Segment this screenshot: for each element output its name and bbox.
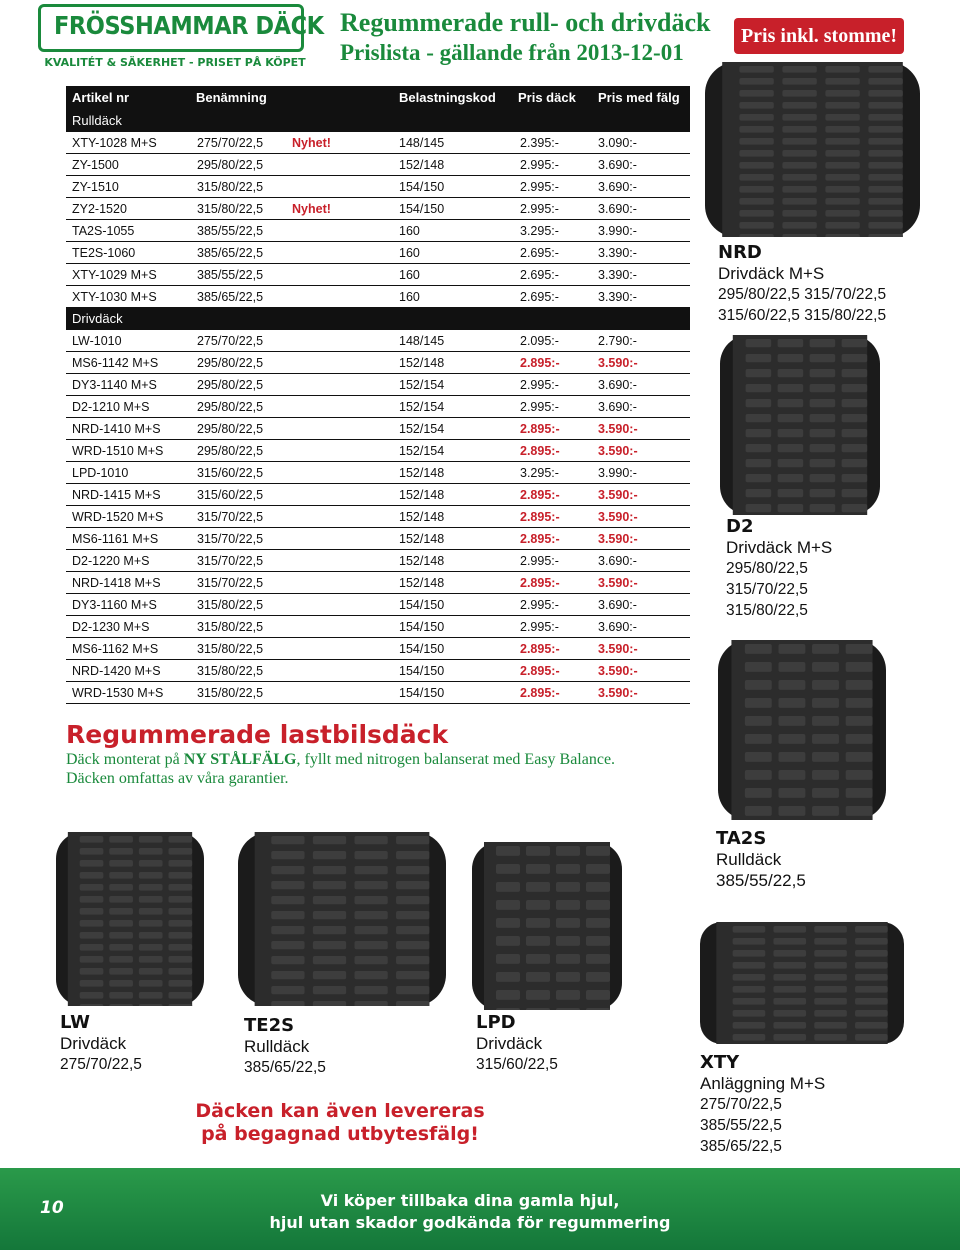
d2-size: 315/80/22,5	[726, 602, 808, 619]
cell-belastningskod: 154/150	[399, 202, 445, 216]
table-row	[66, 242, 690, 264]
page-number: 10	[40, 1198, 64, 1218]
cell-benamning: 315/70/22,5	[197, 532, 264, 546]
tire-illustration	[238, 832, 446, 1006]
cell-artikel: MS6-1142 M+S	[72, 356, 159, 370]
table-row	[66, 198, 690, 220]
cell-belastningskod: 152/148	[399, 510, 445, 524]
table-row	[66, 462, 690, 484]
cell-artikel: ZY-1500	[72, 158, 119, 172]
table-row	[66, 176, 690, 198]
regummerade-heading: Regummerade lastbilsdäck	[66, 720, 449, 749]
table-row	[66, 594, 690, 616]
cell-belastningskod: 152/148	[399, 576, 445, 590]
ta2s-tire-image	[718, 640, 886, 820]
cell-belastningskod: 154/150	[399, 180, 445, 194]
cell-pris-falg: 3.590:-	[598, 686, 638, 700]
cell-belastningskod: 152/148	[399, 532, 445, 546]
cell-artikel: ZY-1510	[72, 180, 119, 194]
cell-pris-falg: 3.590:-	[598, 664, 638, 678]
cell-pris-dack: 2.895:-	[520, 488, 560, 502]
cell-belastningskod: 152/148	[399, 356, 445, 370]
cell-pris-dack: 2.995:-	[520, 202, 559, 216]
table-row	[66, 440, 690, 462]
cell-benamning: 315/60/22,5	[197, 466, 264, 480]
cell-pris-dack: 2.895:-	[520, 356, 560, 370]
tire-illustration	[472, 842, 622, 1010]
cell-benamning: 295/80/22,5	[197, 444, 264, 458]
lw-type: Drivdäck	[60, 1034, 127, 1053]
xty-tire-image	[700, 922, 904, 1044]
table-section-header: Drivdäck	[66, 308, 690, 330]
table-row	[66, 572, 690, 594]
footer-text	[240, 1190, 700, 1234]
cell-benamning: 315/80/22,5	[197, 202, 264, 216]
reg-line1-post: , fyllt med nitrogen balanserat med Easy Balance.	[296, 751, 616, 768]
cell-pris-falg: 3.690:-	[598, 180, 637, 194]
cell-artikel: NRD-1410 M+S	[72, 422, 161, 436]
cell-belastningskod: 154/150	[399, 686, 445, 700]
footer-line2: hjul utan skador godkända för regummering	[269, 1213, 671, 1232]
table-row	[66, 484, 690, 506]
cell-pris-falg: 2.790:-	[598, 334, 637, 348]
lpd-name: LPD	[476, 1012, 516, 1033]
table-row	[66, 220, 690, 242]
cell-belastningskod: 154/150	[399, 664, 445, 678]
cell-artikel: NRD-1420 M+S	[72, 664, 161, 678]
cell-benamning: 295/80/22,5	[197, 356, 264, 370]
table-row	[66, 528, 690, 550]
cell-benamning: 275/70/22,5	[197, 334, 264, 348]
page-title: Regummerade rull- och drivdäck	[340, 8, 711, 37]
cell-pris-falg: 3.690:-	[598, 620, 637, 634]
cell-pris-dack: 2.995:-	[520, 598, 559, 612]
ta2s-label	[716, 828, 806, 891]
tire-illustration	[700, 922, 904, 1044]
xty-size: 385/55/22,5	[700, 1117, 782, 1134]
tire-illustration	[705, 62, 920, 237]
cell-benamning: 315/80/22,5	[197, 664, 264, 678]
cell-belastningskod: 152/148	[399, 466, 445, 480]
cell-pris-dack: 2.095:-	[520, 334, 559, 348]
cell-benamning: 315/80/22,5	[197, 598, 264, 612]
col-pris-dack: Pris däck	[518, 90, 576, 105]
cell-benamning: 315/80/22,5	[197, 686, 264, 700]
cell-pris-falg: 3.690:-	[598, 598, 637, 612]
cell-pris-falg: 3.690:-	[598, 554, 637, 568]
cell-pris-dack: 2.895:-	[520, 422, 560, 436]
cell-belastningskod: 160	[399, 246, 420, 260]
te2s-name: TE2S	[244, 1015, 295, 1036]
cell-pris-dack: 2.395:-	[520, 136, 559, 150]
d2-type: Drivdäck M+S	[726, 538, 833, 557]
cell-pris-dack: 2.995:-	[520, 158, 559, 172]
cell-pris-dack: 2.695:-	[520, 268, 559, 282]
cell-artikel: NRD-1418 M+S	[72, 576, 161, 590]
cell-artikel: WRD-1530 M+S	[72, 686, 164, 700]
cell-belastningskod: 152/154	[399, 422, 445, 436]
cell-pris-dack: 2.695:-	[520, 290, 559, 304]
cell-benamning: 295/80/22,5	[197, 378, 264, 392]
cell-belastningskod: 148/145	[399, 136, 445, 150]
cell-pris-falg: 3.690:-	[598, 378, 637, 392]
cell-artikel: DY3-1140 M+S	[72, 378, 157, 392]
cell-pris-dack: 2.895:-	[520, 532, 560, 546]
cell-pris-dack: 2.995:-	[520, 554, 559, 568]
cell-artikel: D2-1220 M+S	[72, 554, 150, 568]
reg-line1-pre: Däck monterat på	[66, 751, 184, 768]
cell-artikel: NRD-1415 M+S	[72, 488, 161, 502]
cell-pris-dack: 2.995:-	[520, 400, 559, 414]
cell-belastningskod: 152/154	[399, 400, 445, 414]
cell-pris-dack: 2.995:-	[520, 180, 559, 194]
cell-artikel: XTY-1029 M+S	[72, 268, 157, 282]
cell-benamning: 295/80/22,5	[197, 158, 264, 172]
cell-artikel: WRD-1520 M+S	[72, 510, 164, 524]
table-row	[66, 418, 690, 440]
cell-pris-falg: 3.390:-	[598, 268, 637, 282]
table-body	[66, 110, 690, 704]
cell-benamning: 275/70/22,5	[197, 136, 264, 150]
te2s-label	[244, 1015, 326, 1078]
price-badge: Pris inkl. stomme!	[734, 18, 904, 54]
cell-benamning: 385/55/22,5	[197, 224, 264, 238]
table-row	[66, 660, 690, 682]
cell-belastningskod: 154/150	[399, 598, 445, 612]
te2s-type: Rulldäck	[244, 1037, 310, 1056]
d2-label	[726, 516, 832, 621]
cell-note: Nyhet!	[292, 136, 331, 150]
table-row	[66, 616, 690, 638]
tire-illustration	[56, 832, 204, 1006]
cell-pris-falg: 3.690:-	[598, 202, 637, 216]
cell-pris-falg: 3.590:-	[598, 576, 638, 590]
cell-pris-falg: 3.590:-	[598, 356, 638, 370]
nrd-tire-image	[705, 62, 920, 237]
lw-name: LW	[60, 1012, 90, 1033]
price-table	[66, 86, 690, 704]
ta2s-name: TA2S	[716, 828, 767, 849]
cell-artikel: MS6-1162 M+S	[72, 642, 159, 656]
cell-pris-falg: 3.990:-	[598, 466, 637, 480]
reg-line2: Däcken omfattas av våra garantier.	[66, 770, 289, 787]
table-row	[66, 330, 690, 352]
promo-text	[170, 1100, 510, 1146]
table-row	[66, 638, 690, 660]
table-row	[66, 374, 690, 396]
cell-benamning: 315/60/22,5	[197, 488, 264, 502]
cell-pris-dack: 3.295:-	[520, 224, 559, 238]
te2s-tire-image	[238, 832, 446, 1006]
cell-pris-falg: 3.090:-	[598, 136, 637, 150]
cell-pris-falg: 3.590:-	[598, 444, 638, 458]
table-section-header: Rulldäck	[66, 110, 690, 132]
cell-benamning: 385/65/22,5	[197, 246, 264, 260]
cell-belastningskod: 152/148	[399, 158, 445, 172]
col-belastningskod: Belastningskod	[399, 90, 496, 105]
nrd-label	[718, 242, 886, 326]
cell-belastningskod: 152/154	[399, 444, 445, 458]
cell-benamning: 295/80/22,5	[197, 400, 264, 414]
cell-benamning: 315/70/22,5	[197, 510, 264, 524]
ta2s-type: Rulldäck	[716, 850, 782, 869]
cell-pris-dack: 2.995:-	[520, 620, 559, 634]
tire-illustration	[718, 640, 886, 820]
table-row	[66, 682, 690, 704]
lpd-type: Drivdäck	[476, 1034, 543, 1053]
cell-benamning: 295/80/22,5	[197, 422, 264, 436]
cell-belastningskod: 160	[399, 290, 420, 304]
cell-benamning: 385/55/22,5	[197, 268, 264, 282]
nrd-type: Drivdäck M+S	[718, 264, 825, 283]
te2s-size: 385/65/22,5	[244, 1059, 326, 1076]
cell-pris-dack: 3.295:-	[520, 466, 559, 480]
cell-pris-dack: 2.895:-	[520, 510, 560, 524]
nrd-sizes-2: 315/60/22,5 315/80/22,5	[718, 307, 887, 324]
cell-benamning: 315/70/22,5	[197, 576, 264, 590]
lpd-tire-image	[472, 842, 622, 1010]
table-row	[66, 550, 690, 572]
d2-size: 295/80/22,5	[726, 560, 808, 577]
cell-benamning: 315/80/22,5	[197, 642, 264, 656]
tire-illustration	[720, 335, 880, 515]
brand-logo	[38, 4, 324, 52]
cell-pris-dack: 2.895:-	[520, 664, 560, 678]
footer-bar	[0, 1168, 960, 1250]
table-header	[66, 86, 690, 110]
cell-pris-falg: 3.590:-	[598, 642, 638, 656]
lw-tire-image	[56, 832, 204, 1006]
cell-artikel: D2-1230 M+S	[72, 620, 150, 634]
cell-pris-dack: 2.895:-	[520, 444, 560, 458]
lw-size: 275/70/22,5	[60, 1056, 142, 1073]
cell-belastningskod: 152/148	[399, 554, 445, 568]
regummerade-description	[66, 750, 615, 788]
cell-pris-dack: 2.895:-	[520, 686, 560, 700]
xty-type: Anläggning M+S	[700, 1074, 826, 1093]
cell-pris-falg: 3.690:-	[598, 158, 637, 172]
d2-tire-image	[720, 335, 880, 515]
table-row	[66, 286, 690, 308]
footer-line1: Vi köper tillbaka dina gamla hjul,	[320, 1191, 620, 1210]
cell-belastningskod: 152/148	[399, 488, 445, 502]
cell-benamning: 315/70/22,5	[197, 554, 264, 568]
lpd-size: 315/60/22,5	[476, 1056, 558, 1073]
cell-pris-dack: 2.695:-	[520, 246, 559, 260]
cell-artikel: XTY-1028 M+S	[72, 136, 157, 150]
reg-line1-bold: NY STÅLFÄLG	[183, 751, 297, 768]
d2-name: D2	[726, 516, 754, 537]
cell-pris-falg: 3.990:-	[598, 224, 637, 238]
page-subtitle: Prislista - gällande från 2013-12-01	[340, 40, 684, 65]
table-row	[66, 506, 690, 528]
d2-size: 315/70/22,5	[726, 581, 808, 598]
cell-pris-falg: 3.590:-	[598, 510, 638, 524]
cell-pris-dack: 2.895:-	[520, 642, 560, 656]
cell-pris-falg: 3.390:-	[598, 290, 637, 304]
cell-pris-dack: 2.995:-	[520, 378, 559, 392]
cell-artikel: WRD-1510 M+S	[72, 444, 164, 458]
brand-name: FRÖSSHAMMAR DÄCK	[54, 11, 324, 40]
cell-benamning: 315/80/22,5	[197, 620, 264, 634]
cell-belastningskod: 148/145	[399, 334, 445, 348]
table-row	[66, 264, 690, 286]
cell-belastningskod: 160	[399, 224, 420, 238]
lw-label	[60, 1012, 142, 1075]
cell-belastningskod: 152/154	[399, 378, 445, 392]
col-benamning: Benämning	[196, 90, 267, 105]
nrd-sizes-1: 295/80/22,5 315/70/22,5	[718, 286, 887, 303]
cell-belastningskod: 160	[399, 268, 420, 282]
promo-line2: på begagnad utbytesfälg!	[201, 1123, 479, 1145]
cell-pris-falg: 3.590:-	[598, 532, 638, 546]
xty-label	[700, 1052, 825, 1157]
cell-pris-dack: 2.895:-	[520, 576, 560, 590]
cell-belastningskod: 154/150	[399, 620, 445, 634]
xty-size: 275/70/22,5	[700, 1096, 782, 1113]
table-row	[66, 154, 690, 176]
cell-note: Nyhet!	[292, 202, 331, 216]
cell-pris-falg: 3.690:-	[598, 400, 637, 414]
col-pris-falg: Pris med fälg	[598, 90, 680, 105]
table-row	[66, 352, 690, 374]
cell-artikel: DY3-1160 M+S	[72, 598, 157, 612]
cell-benamning: 315/80/22,5	[197, 180, 264, 194]
cell-belastningskod: 154/150	[399, 642, 445, 656]
ta2s-size: 385/55/22,5	[716, 871, 806, 890]
cell-artikel: TA2S-1055	[72, 224, 135, 238]
lpd-label	[476, 1012, 558, 1075]
cell-artikel: LPD-1010	[72, 466, 129, 480]
nrd-name: NRD	[718, 242, 762, 263]
cell-artikel: LW-1010	[72, 334, 122, 348]
cell-pris-falg: 3.390:-	[598, 246, 637, 260]
table-row	[66, 132, 690, 154]
cell-pris-falg: 3.590:-	[598, 422, 638, 436]
xty-name: XTY	[700, 1052, 740, 1073]
cell-pris-falg: 3.590:-	[598, 488, 638, 502]
xty-size: 385/65/22,5	[700, 1138, 782, 1155]
cell-artikel: XTY-1030 M+S	[72, 290, 157, 304]
promo-line1: Däcken kan även levereras	[195, 1100, 485, 1122]
brand-tagline: KVALITÉT & SÄKERHET - PRISET PÅ KÖPET	[44, 56, 306, 69]
cell-artikel: MS6-1161 M+S	[72, 532, 159, 546]
cell-artikel: TE2S-1060	[72, 246, 136, 260]
cell-benamning: 385/65/22,5	[197, 290, 264, 304]
cell-artikel: D2-1210 M+S	[72, 400, 150, 414]
table-row	[66, 396, 690, 418]
cell-artikel: ZY2-1520	[72, 202, 127, 216]
col-artikel: Artikel nr	[72, 90, 130, 105]
